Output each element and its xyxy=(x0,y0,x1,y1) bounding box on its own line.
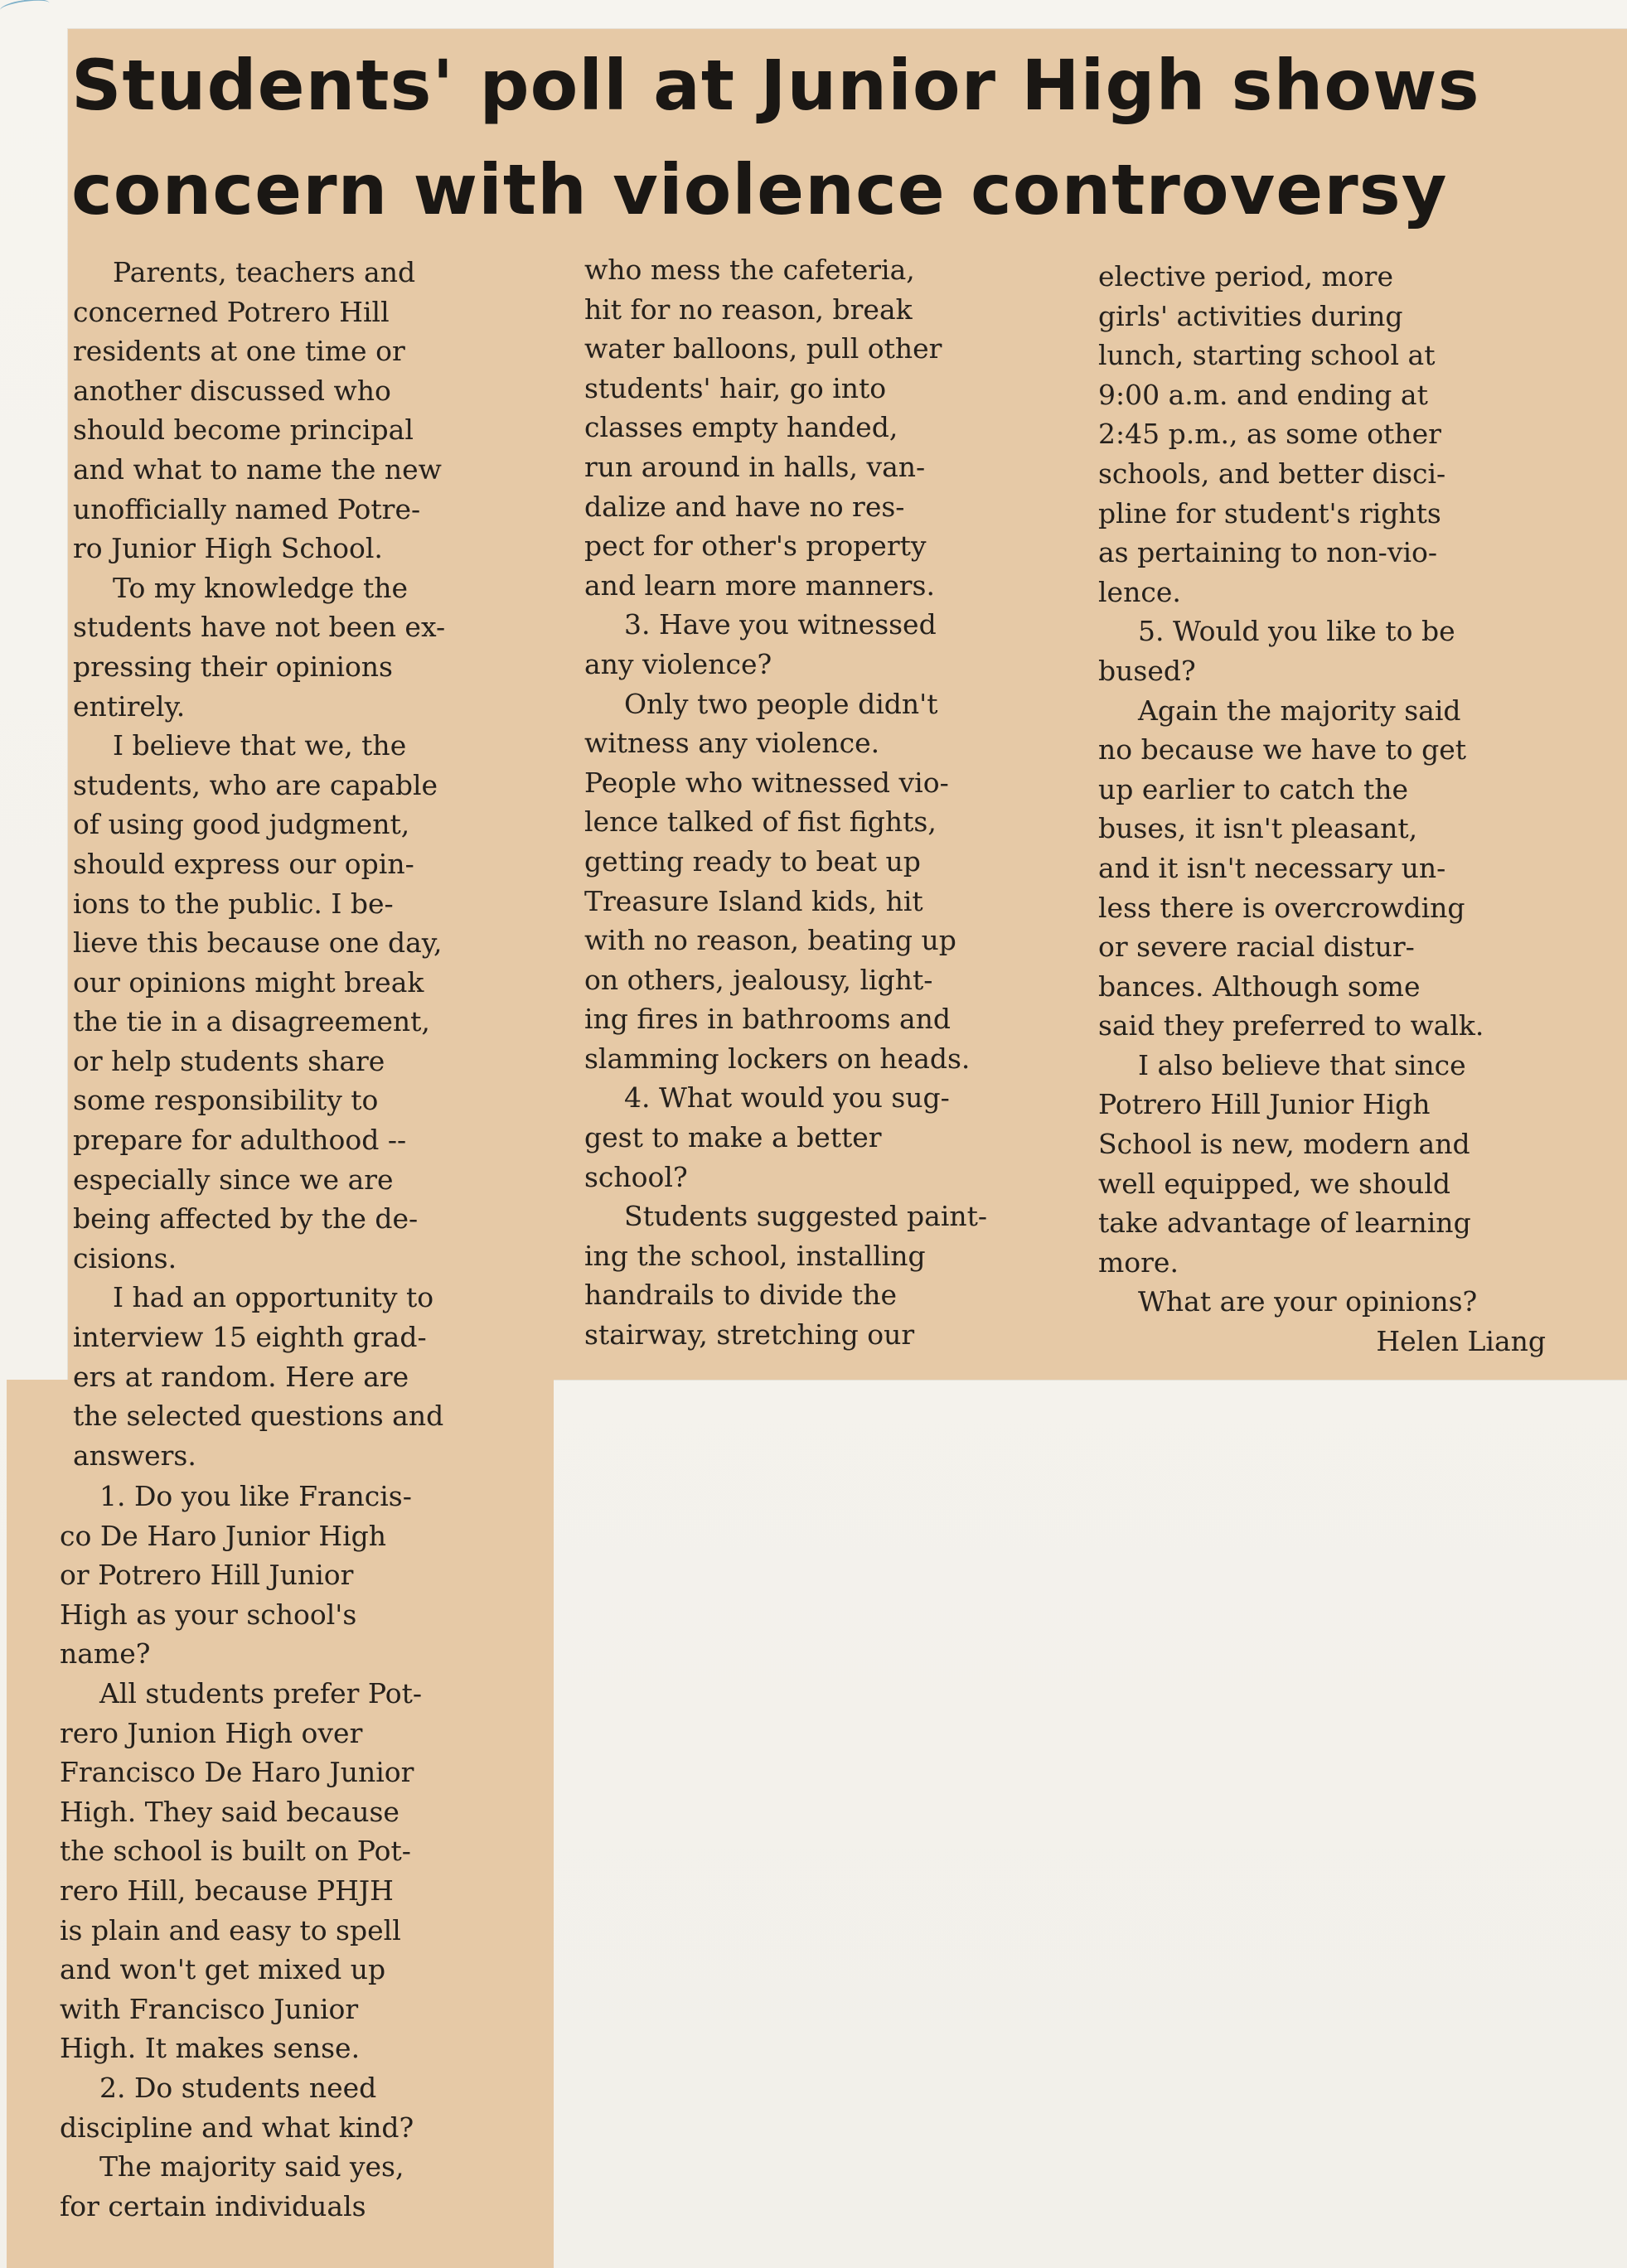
article-line: run around in halls, van- xyxy=(584,450,926,483)
article-line: I also believe that since xyxy=(1138,1048,1466,1081)
article-line: ro Junior High School. xyxy=(73,532,383,565)
article-line: or help students share xyxy=(73,1044,385,1077)
ink-mark xyxy=(0,0,51,17)
article-line: 1. Do you like Francis- xyxy=(99,1480,412,1512)
article-line: residents at one time or xyxy=(73,335,405,368)
article-line: bances. Although some xyxy=(1098,970,1421,1003)
article-line: Again the majority said xyxy=(1138,694,1461,727)
column-3 xyxy=(1098,257,1546,1361)
article-line: To my knowledge the xyxy=(113,571,408,604)
article-line: for certain individuals xyxy=(60,2189,366,2222)
article-line: the school is built on Pot- xyxy=(60,1835,411,1868)
article-line: Students suggested paint- xyxy=(624,1200,988,1233)
article-line: especially since we are xyxy=(73,1163,394,1196)
article-line: getting ready to beat up xyxy=(584,844,921,878)
article-line: 3. Have you witnessed xyxy=(624,608,937,641)
article-line: witness any violence. xyxy=(584,727,880,760)
article-line: Potrero Hill Junior High xyxy=(1098,1088,1431,1121)
article-line: water balloons, pull other xyxy=(584,332,942,365)
article-line: who mess the cafeteria, xyxy=(584,254,915,286)
article-line: handrails to divide the xyxy=(584,1279,897,1312)
article-line: lunch, starting school at xyxy=(1098,339,1436,372)
article-line: People who witnessed vio- xyxy=(584,766,949,799)
article-line: our opinions might break xyxy=(73,965,424,999)
article-line: ers at random. Here are xyxy=(73,1360,409,1393)
article-line: students have not been ex- xyxy=(73,611,446,644)
article-line: pline for student's rights xyxy=(1098,496,1441,530)
article-line: with no reason, beating up xyxy=(584,924,956,957)
article-line: gest to make a better xyxy=(584,1121,882,1154)
article-line: High. It makes sense. xyxy=(60,2032,361,2065)
article-line: concerned Potrero Hill xyxy=(73,295,390,328)
article-line: girls' activities during xyxy=(1098,299,1403,332)
article-line: should express our opin- xyxy=(73,847,414,880)
byline: Helen Liang xyxy=(1376,1325,1546,1358)
article-line: no because we have to get xyxy=(1098,733,1467,766)
article-line: lence. xyxy=(1098,575,1181,608)
article-line: students' hair, go into xyxy=(584,371,887,404)
article-line: discipline and what kind? xyxy=(60,2111,414,2144)
article-line: and it isn't necessary un- xyxy=(1098,851,1446,884)
article-line: lence talked of fist fights, xyxy=(584,805,937,839)
article-line: elective period, more xyxy=(1098,260,1393,293)
article-line: on others, jealousy, light- xyxy=(584,963,933,996)
article-line: ing the school, installing xyxy=(584,1239,926,1272)
article-line: is plain and easy to spell xyxy=(60,1913,401,1946)
article-line: unofficially named Potre- xyxy=(73,492,421,525)
article-line: the tie in a disagreement, xyxy=(73,1005,430,1038)
article-line: the selected questions and xyxy=(73,1400,444,1433)
article-line: bused? xyxy=(1098,654,1196,687)
article-line: and what to name the new xyxy=(73,452,442,486)
article-line: 9:00 a.m. and ending at xyxy=(1098,378,1428,411)
article-line: ions to the public. I be- xyxy=(73,887,394,920)
article-line: rero Hill, because PHJH xyxy=(60,1874,394,1907)
article-line: slamming lockers on heads. xyxy=(584,1042,971,1075)
article-line: What are your opinions? xyxy=(1138,1285,1478,1318)
article-line: less there is overcrowding xyxy=(1098,891,1465,924)
article-line: up earlier to catch the xyxy=(1098,772,1409,805)
article-line: schools, and better disci- xyxy=(1098,457,1446,490)
article-line: The majority said yes, xyxy=(99,2150,404,2183)
article-line: and learn more manners. xyxy=(584,568,935,602)
article-line: Parents, teachers and xyxy=(113,256,416,288)
article-line: dalize and have no res- xyxy=(584,490,905,523)
article-line: of using good judgment, xyxy=(73,808,410,841)
article-line: take advantage of learning xyxy=(1098,1207,1471,1240)
article-line: I had an opportunity to xyxy=(113,1281,434,1314)
article-line: interview 15 eighth grad- xyxy=(73,1321,427,1354)
article-line: co De Haro Junior High xyxy=(60,1519,387,1552)
article-line: any violence? xyxy=(584,647,772,680)
article-line: 2. Do students need xyxy=(99,2071,377,2104)
article-line: or Potrero Hill Junior xyxy=(60,1559,354,1592)
article-line: name? xyxy=(60,1637,151,1671)
article-line: 2:45 p.m., as some other xyxy=(1098,418,1441,451)
article-line: I believe that we, the xyxy=(113,729,407,762)
column-1-continued xyxy=(60,1477,422,2226)
article-line: 4. What would you sug- xyxy=(624,1081,950,1115)
article-line: Treasure Island kids, hit xyxy=(584,884,923,917)
article-line: school? xyxy=(584,1160,688,1193)
column-2 xyxy=(584,250,987,1355)
article-line: School is new, modern and xyxy=(1098,1128,1470,1161)
article-line: prepare for adulthood -- xyxy=(73,1124,407,1157)
article-line: ing fires in bathrooms and xyxy=(584,1003,952,1036)
article-line: Only two people didn't xyxy=(624,687,938,720)
article-line: or severe racial distur- xyxy=(1098,931,1415,964)
article-line: High. They said because xyxy=(60,1795,399,1828)
article-line: pressing their opinions xyxy=(73,650,393,683)
article-line: Francisco De Haro Junior xyxy=(60,1756,414,1789)
article-line: being affected by the de- xyxy=(73,1202,419,1236)
article-line: with Francisco Junior xyxy=(60,1992,359,2025)
article-line: hit for no reason, break xyxy=(584,293,913,326)
article-line: another discussed who xyxy=(73,374,391,407)
article-line: some responsibility to xyxy=(73,1084,379,1117)
article-line: lieve this because one day, xyxy=(73,926,443,960)
article-line: said they preferred to walk. xyxy=(1098,1009,1484,1042)
article-line: rero Junion High over xyxy=(60,1716,363,1749)
article-line: High as your school's xyxy=(60,1598,357,1631)
article-line: classes empty handed, xyxy=(584,411,898,444)
article-line: stairway, stretching our xyxy=(584,1318,915,1352)
article-line: as pertaining to non-vio- xyxy=(1098,536,1438,569)
article-headline: Students' poll at Junior High shows concern with violence controversy xyxy=(71,45,1480,230)
article-line: well equipped, we should xyxy=(1098,1167,1450,1200)
article-line: 5. Would you like to be xyxy=(1138,615,1455,648)
article-line: All students prefer Pot- xyxy=(99,1676,423,1709)
article-line: should become principal xyxy=(73,413,414,447)
article-line: answers. xyxy=(73,1439,196,1472)
article-line: buses, it isn't pleasant, xyxy=(1098,812,1418,845)
article-line: cisions. xyxy=(73,1241,177,1274)
article-line: and won't get mixed up xyxy=(60,1953,386,1986)
column-1 xyxy=(73,253,445,1475)
article-line: entirely. xyxy=(73,689,186,723)
article-line: more. xyxy=(1098,1245,1179,1279)
article-line: pect for other's property xyxy=(584,530,927,563)
article-line: students, who are capable xyxy=(73,768,438,801)
